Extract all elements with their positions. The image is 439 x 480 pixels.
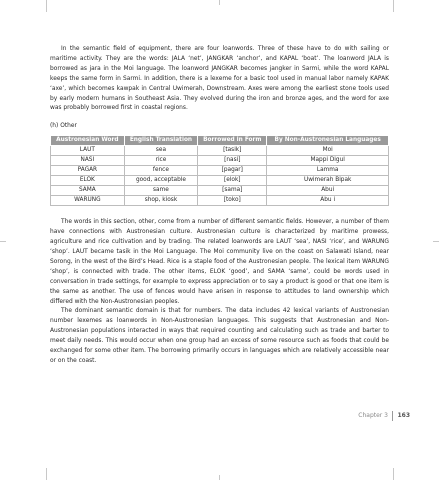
table-cell: Moi [267,146,389,156]
table-cell: Abui [267,186,389,196]
table-cell: Lamma [267,166,389,176]
table-cell: [elok] [198,176,267,186]
table-cell: Uwimerah Bipak [267,176,389,186]
table-cell: Abu i [267,196,389,206]
crop-mark [0,241,6,242]
table-cell: LAUT [51,146,125,156]
table-cell: shop, kiosk [124,196,198,206]
column-header: Borrowed in Form [198,136,267,146]
crop-mark [46,0,47,12]
table-row [51,166,389,176]
table-cell: [pagar] [198,166,267,176]
page-number: 163 [397,412,410,419]
table-row [51,176,389,186]
column-header: Austronesian Word [51,136,125,146]
paragraph-other: The words in this section, other, come from a number of different semantic fields. However, a number of them have connections with Austronesian culture. Austronesian culture is characterized by maritime prowess, agriculture and rice cultivation and by trading. The related loanwords are LAUT ‘sea’, NASI ‘rice’, and WARUNG ‘shop’. LAUT became tasik in the Moi Language. The Moi community live on the coast on Salawati Island, near Sorong, in the west of the Bird’s Head. Rice is a staple food of the Austronesian people. The lexical item WARUNG ‘shop’, is connected with trade. The other items, ELOK ‘good’, and SAMA ‘same’, could be words used in conversation in trade settings, for example to express appreciation or to say a product is good or that one item is the same as another. The use of fences would have arisen in response to attitudes to land ownership which differed with the Non-Austronesian peoples. [50,219,389,305]
footer-divider [392,411,393,421]
crop-mark [393,0,394,12]
table-row [51,156,389,166]
column-header: English Translation [124,136,198,146]
loanword-table [50,135,389,206]
table-cell: same [124,186,198,196]
crop-mark [219,0,220,5]
table-cell: Mappi Digul [267,156,389,166]
crop-mark [219,475,220,480]
table-cell: PAGAR [51,166,125,176]
table-cell: [tasik] [198,146,267,156]
table-cell: [toko] [198,196,267,206]
crop-mark [433,241,439,242]
table-cell: fence [124,166,198,176]
page-footer [300,411,410,423]
chapter-label: Chapter 3 [358,412,388,419]
table-cell: sea [124,146,198,156]
table-cell: ELOK [51,176,125,186]
table-cell: NASI [51,156,125,166]
table-cell: WARUNG [51,196,125,206]
page-body [50,45,389,367]
table-cell: rice [124,156,198,166]
paragraph-numbers: The dominant semantic domain is that for numbers. The data includes 42 lexical variants of Austronesian number lexemes as loanwords in Non-Austronesian languages. This suggests that Austronesian and Non-Austronesian populations interacted in ways that required counting and calculating such as trade and barter to meet daily needs. This would occur when one group had an excess of some resource such as foods that could be exchanged for some other item. The borrowing primarily occurs in languages which are relatively accessible near or on the coast. [50,308,389,364]
table-cell: SAMA [51,186,125,196]
crop-mark [46,468,47,480]
crop-mark [393,468,394,480]
table-header-row [51,136,389,146]
table-cell: [nasi] [198,156,267,166]
table-row [51,186,389,196]
table-cell: good, acceptable [124,176,198,186]
section-title: (h) Other [50,123,77,130]
paragraph-equipment: In the semantic field of equipment, there are four loanwords. Three of these have to do with sailing or maritime activity. They are the words: JALA ‘net’, JANGKAR ‘anchor’, and KAPAL ‘boat’. The loanword JALA is borrowed as jara in the Moi language. The loanword JANGKAR becomes jangker in Sarmi, while the word KAPAL keeps the same form in Sarmi. In addition, there is a lexeme for a basic tool used in manual labor namely KAPAK ‘axe’, which becomes kawpak in Central Uwimerah, Downstream. Axes were among the earliest stone tools used by early modern humans in Southeast Asia. They evolved during the iron and bronze ages, and the word for axe was probably borrowed first in coastal regions. [50,46,389,112]
table-row [51,196,389,206]
column-header: By Non-Austronesian Languages [267,136,389,146]
table-row [51,146,389,156]
table-cell: [sama] [198,186,267,196]
